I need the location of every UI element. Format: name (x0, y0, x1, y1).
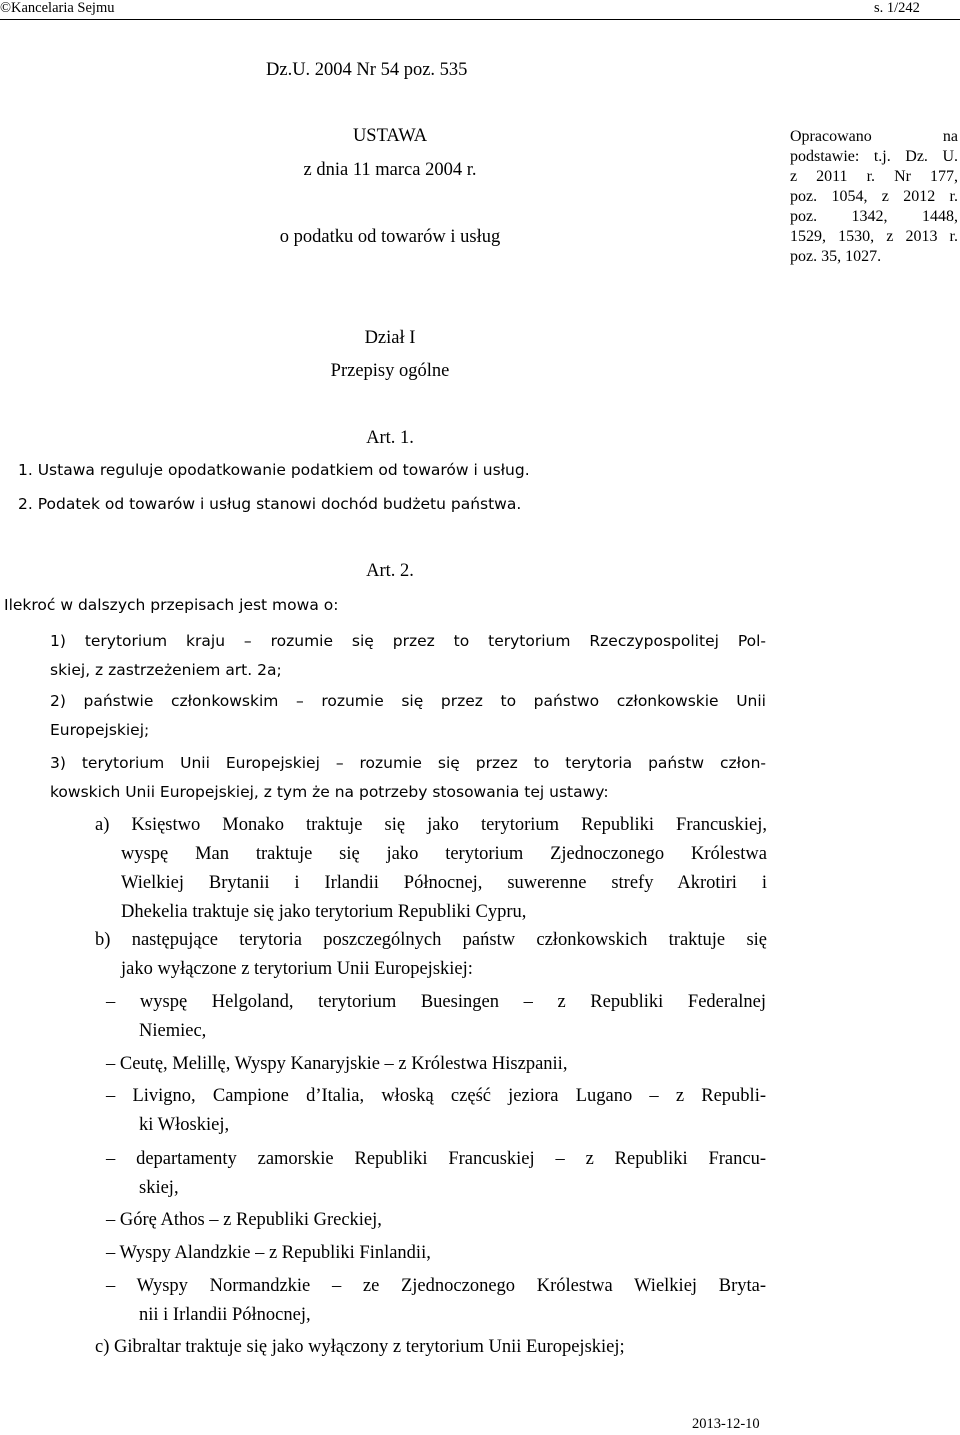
section-subtitle: Przepisy ogólne (330, 361, 450, 381)
doc-reference: Dz.U. 2004 Nr 54 poz. 535 (266, 60, 468, 80)
sidenote-line: podstawie: t.j. Dz. U. (790, 148, 958, 165)
sidenote-line: poz. 35, 1027. (790, 248, 882, 265)
dash-item-5 (106, 1206, 766, 1235)
header-page-number: s. 1/242 (874, 0, 920, 16)
sidenote-line: poz. 1054, z 2012 r. (790, 188, 958, 205)
art2-subitem-c (95, 1333, 767, 1362)
art2-subitem-a (95, 811, 767, 927)
item-line: b) następujące terytoria poszczególnych państw członkowskich traktuje się (95, 930, 767, 950)
header-rule (0, 19, 960, 20)
art2-intro: Ilekroć w dalszych przepisach jest mowa o: (4, 596, 339, 614)
item-line: c) Gibraltar traktuje się jako wyłączony z terytorium Unii Europejskiej; (95, 1337, 625, 1357)
art1-heading: Art. 1. (366, 428, 414, 448)
item-line: – Ceutę, Melillę, Wyspy Kanaryjskie – z Królestwa Hiszpanii, (106, 1054, 568, 1074)
item-line: – Górę Athos – z Republiki Greckiej, (106, 1210, 382, 1230)
item-line: – departamenty zamorskie Republiki Francuskiej – z Republiki Francu- (106, 1149, 766, 1169)
art2-item-1 (50, 627, 766, 685)
section-name: Dział I (364, 328, 416, 348)
item-line: Dhekelia traktuje się jako terytorium Republiki Cypru, (121, 902, 527, 922)
item-line: kowskich Unii Europejskiej, z tym że na potrzeby stosowania tej ustawy: (50, 783, 609, 801)
sidenote-line: 1529, 1530, z 2013 r. (790, 228, 958, 245)
item-line: 2) państwie członkowskim – rozumie się przez to państwo członkowskie Unii (50, 692, 766, 710)
item-line: a) Księstwo Monako traktuje się jako terytorium Republiki Francuskiej, (95, 815, 767, 835)
dash-item-2 (106, 1050, 766, 1079)
item-line: wyspę Man traktuje się jako terytorium Zjednoczonego Królestwa (121, 844, 767, 864)
art2-heading: Art. 2. (366, 561, 414, 581)
dash-item-3 (106, 1082, 766, 1140)
item-line: jako wyłączone z terytorium Unii Europejskiej: (121, 959, 473, 979)
item-line: – Wyspy Normandzkie – ze Zjednoczonego Królestwa Wielkiej Bryta- (106, 1276, 766, 1296)
item-line: nii i Irlandii Północnej, (139, 1305, 311, 1325)
sidenote-line: Opracowano na (790, 128, 958, 145)
item-line: – Wyspy Alandzkie – z Republiki Finlandii, (106, 1243, 431, 1263)
sidenote-line: z 2011 r. Nr 177, (790, 168, 958, 185)
item-line: 3) terytorium Unii Europejskiej – rozumie się przez to terytoria państw człon- (50, 754, 766, 772)
art1-paragraph-2: 2. Podatek od towarów i usług stanowi dochód budżetu państwa. (18, 495, 522, 513)
act-date: z dnia 11 marca 2004 r. (303, 160, 477, 180)
item-line: – Livigno, Campione d’Italia, włoską część jeziora Lugano – z Republi- (106, 1086, 766, 1106)
footer-date: 2013-12-10 (692, 1416, 760, 1432)
dash-item-6 (106, 1239, 766, 1268)
header-source: ©Kancelaria Sejmu (0, 0, 115, 16)
sidenote (790, 127, 958, 267)
dash-item-4 (106, 1145, 766, 1203)
item-line: ki Włoskiej, (139, 1115, 230, 1135)
item-line: Europejskiej; (50, 721, 150, 739)
item-line: 1) terytorium kraju – rozumie się przez to terytorium Rzeczypospolitej Pol- (50, 632, 766, 650)
item-line: skiej, (139, 1178, 179, 1198)
item-line: Niemiec, (139, 1021, 207, 1041)
act-title: o podatku od towarów i usług (279, 227, 501, 247)
art2-item-3 (50, 749, 766, 807)
item-line: – wyspę Helgoland, terytorium Buesingen – z Republiki Federalnej (106, 992, 766, 1012)
art1-paragraph-1: 1. Ustawa reguluje opodatkowanie podatkiem od towarów i usług. (18, 461, 530, 479)
sidenote-line: poz. 1342, 1448, (790, 208, 958, 225)
dash-item-7 (106, 1272, 766, 1330)
art2-item-2 (50, 687, 766, 745)
art2-subitem-b (95, 926, 767, 984)
act-type: USTAWA (352, 126, 428, 146)
dash-item-1 (106, 988, 766, 1046)
item-line: skiej, z zastrzeżeniem art. 2a; (50, 661, 282, 679)
item-line: Wielkiej Brytanii i Irlandii Północnej, suwerenne strefy Akrotiri i (121, 873, 767, 893)
